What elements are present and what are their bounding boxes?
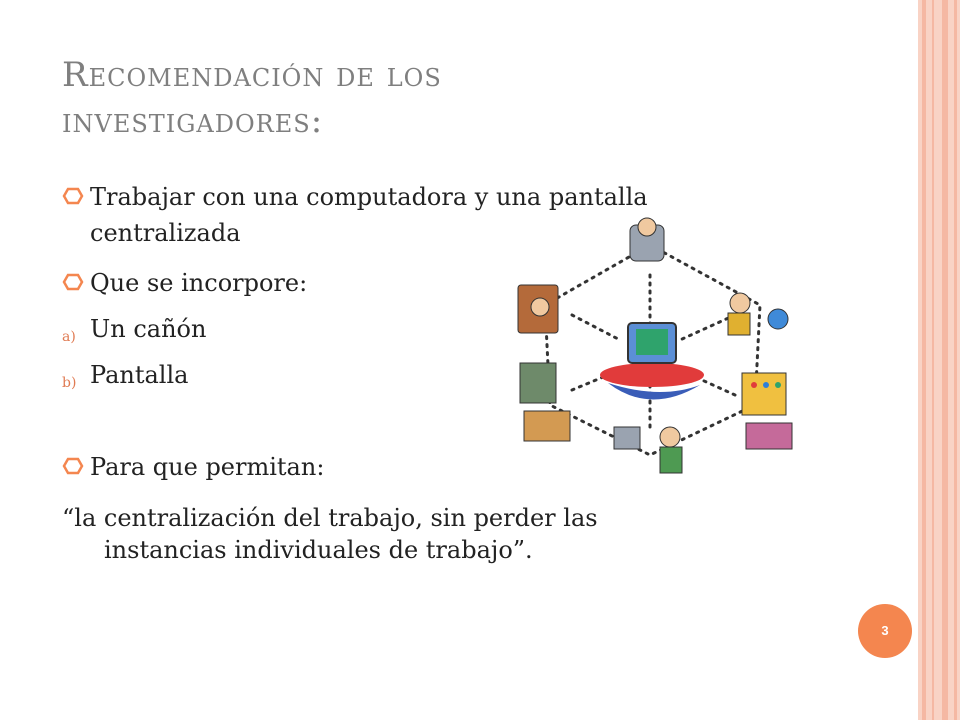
sub-item-text: Un cañón [90, 315, 207, 343]
slide-right-border [918, 0, 960, 720]
bullet-text: Para que permitan: [90, 453, 325, 481]
bullet-text-line1: Trabajar con una computadora y una pantalla [90, 183, 648, 211]
list-marker: a) [62, 329, 76, 345]
slide-title [62, 52, 662, 144]
page-number: 3 [858, 604, 912, 658]
list-marker: b) [62, 375, 77, 391]
bullet-icon [62, 270, 84, 292]
bullet-text: Que se incorpore: [90, 269, 308, 297]
bullet-icon [62, 184, 84, 206]
sub-item-text: Pantalla [90, 361, 189, 389]
quote-line2: instancias individuales de trabajo”. [104, 536, 533, 564]
slide-title-line2: investigadores: [62, 101, 324, 141]
network-illustration-graphic [510, 215, 800, 487]
quote-line1: “la centralización del trabajo, sin perder las [62, 504, 598, 532]
bullet-text-line2: centralizada [90, 219, 241, 247]
network-illustration [510, 215, 800, 487]
bullet-icon [62, 454, 84, 476]
slide-title-line1: Recomendación de los [62, 55, 442, 95]
quote-text [62, 502, 762, 566]
